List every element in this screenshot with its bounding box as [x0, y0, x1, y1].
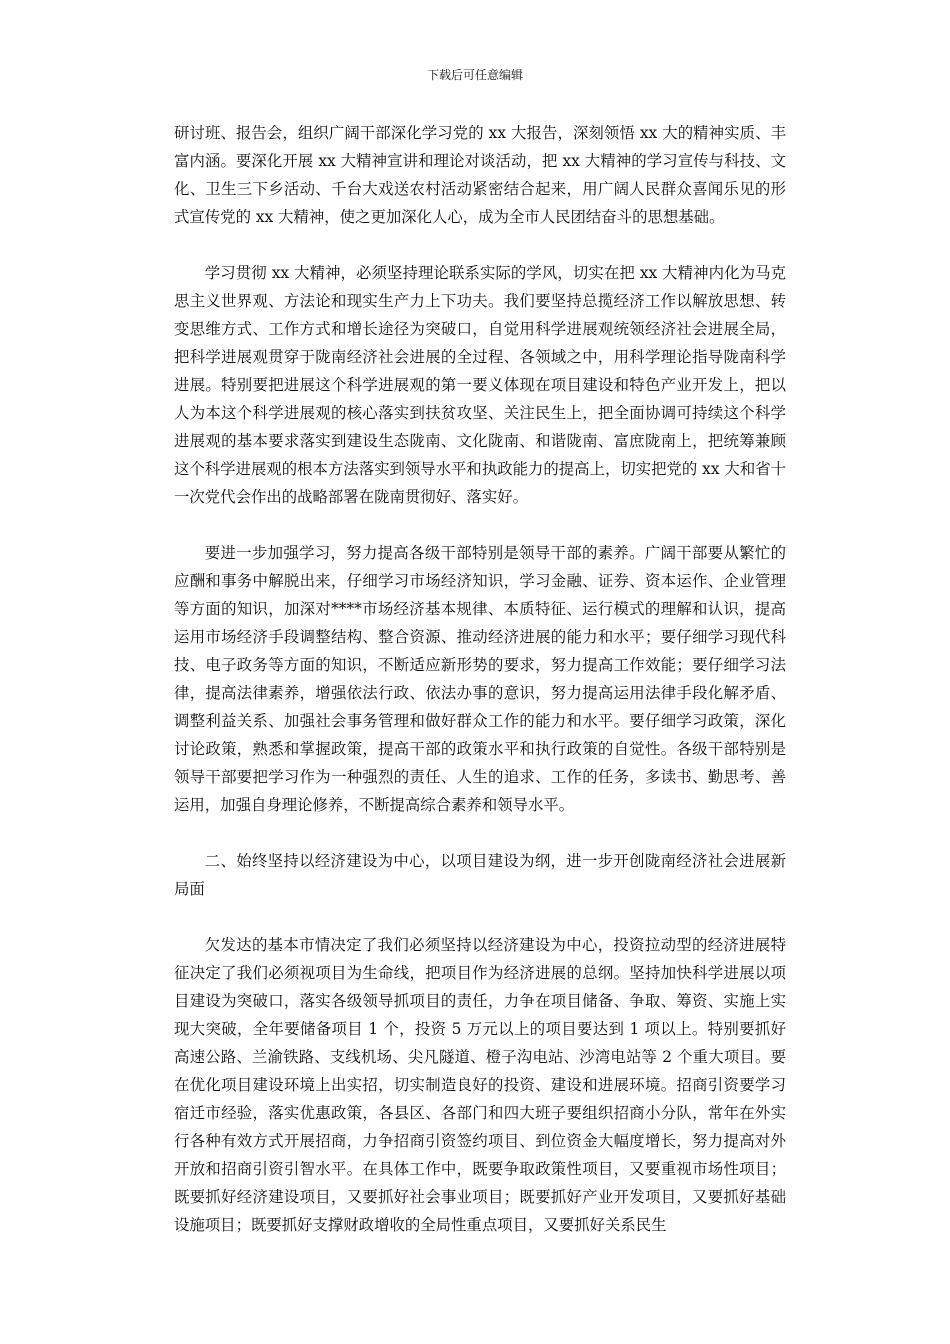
paragraph: 研讨班、报告会，组织广阔干部深化学习党的 xx 大报告，深刻领悟 xx 大的精神实质、丰富内涵。要深化开展 xx 大精神宣讲和理论对谈活动，把 xx 大精神的学习宣传与科技、文化、卫生三下乡活动、千台大戏送农村活动紧密结合起来，用广阔人民群众喜闻乐见的形式宣传党的 xx 大精神，使之更加深化人心，成为全市人民团结奋斗的思想基础。 — [174, 124, 786, 226]
paragraph: 学习贯彻 xx 大精神，必须坚持理论联系实际的学风，切实在把 xx 大精神内化为马克思主义世界观、方法论和现实生产力上下功夫。我们要坚持总揽经济工作以解放思想、转变思维方式、工作方式和增长途径为突破口，自觉用科学进展观统领经济社会进展全局，把科学进展观贯穿于陇南经济社会进展的全过程、各领域之中，用科学理论指导陇南科学进展。特别要把进展这个科学进展观的第一要义体现在项目建设和特色产业开发上，把以人为本这个科学进展观的核心落实到扶贫攻坚、关注民生上，把全面协调可持续这个科学进展观的基本要求落实到建设生态陇南、文化陇南、和谐陇南、富庶陇南上，把统筹兼顾这个科学进展观的根本方法落实到领导水平和执政能力的提高上，切实把党的 xx 大和省十一次党代会作出的战略部署在陇南贯彻好、落实好。 — [174, 264, 786, 506]
paragraph: 欠发达的基本市情决定了我们必须坚持以经济建设为中心，投资拉动型的经济进展特征决定了我们必须视项目为生命线，把项目作为经济进展的总纲。坚持加快科学进展以项目建设为突破口，落实各级领导抓项目的责任，力争在项目储备、争取、筹资、实施上实现大突破，全年要储备项目 1 个，投资 5 万元以上的项目要达到 1 项以上。特别要抓好高速公路、兰渝铁路、支线机场、尖凡隧道、橙子沟电站、沙湾电站等 2 个重大项目。要在优化项目建设环境上出实招，切实制造良好的投资、建设和进展环境。招商引资要学习宿迁市经验，落实优惠政策，各县区、各部门和四大班子要组织招商小分队，常年在外实行各种有效方式开展招商，力争招商引资签约项目、到位资金大幅度增长，努力提高对外开放和招商引资引智水平。在具体工作中，既要争取政策性项目，又要重视市场性项目；既要抓好经济建设项目，又要抓好社会事业项目；既要抓好产业开发项目，又要抓好基础设施项目；既要抓好支撑财政增收的全局性重点项目，又要抓好关系民生 — [174, 936, 786, 1234]
paragraph: 要进一步加强学习，努力提高各级干部特别是领导干部的素养。广阔干部要从繁忙的应酬和事务中解脱出来，仔细学习市场经济知识，学习金融、证券、资本运作、企业管理等方面的知识，加深对****市场经济基本规律、本质特征、运行模式的理解和认识，提高运用市场经济手段调整结构、整合资源、推动经济进展的能力和水平；要仔细学习现代科技、电子政务等方面的知识，不断适应新形势的要求，努力提高工作效能；要仔细学习法律，提高法律素养，增强依法行政、依法办事的意识，努力提高运用法律手段化解矛盾、调整利益关系、加强社会事务管理和做好群众工作的能力和水平。要仔细学习政策，深化讨论政策，熟悉和掌握政策，提高干部的政策水平和执行政策的自觉性。各级干部特别是领导干部要把学习作为一种强烈的责任、人生的追求、工作的任务，多读书、勤思考、善运用，加强自身理论修养，不断提高综合素养和领导水平。 — [174, 544, 786, 814]
page-header: 下载后可任意编辑 — [426, 68, 523, 82]
document-body — [174, 119, 786, 1239]
section-heading: 二、始终坚持以经济建设为中心，以项目建设为纲，进一步开创陇南经济社会进展新局面 — [174, 852, 786, 898]
